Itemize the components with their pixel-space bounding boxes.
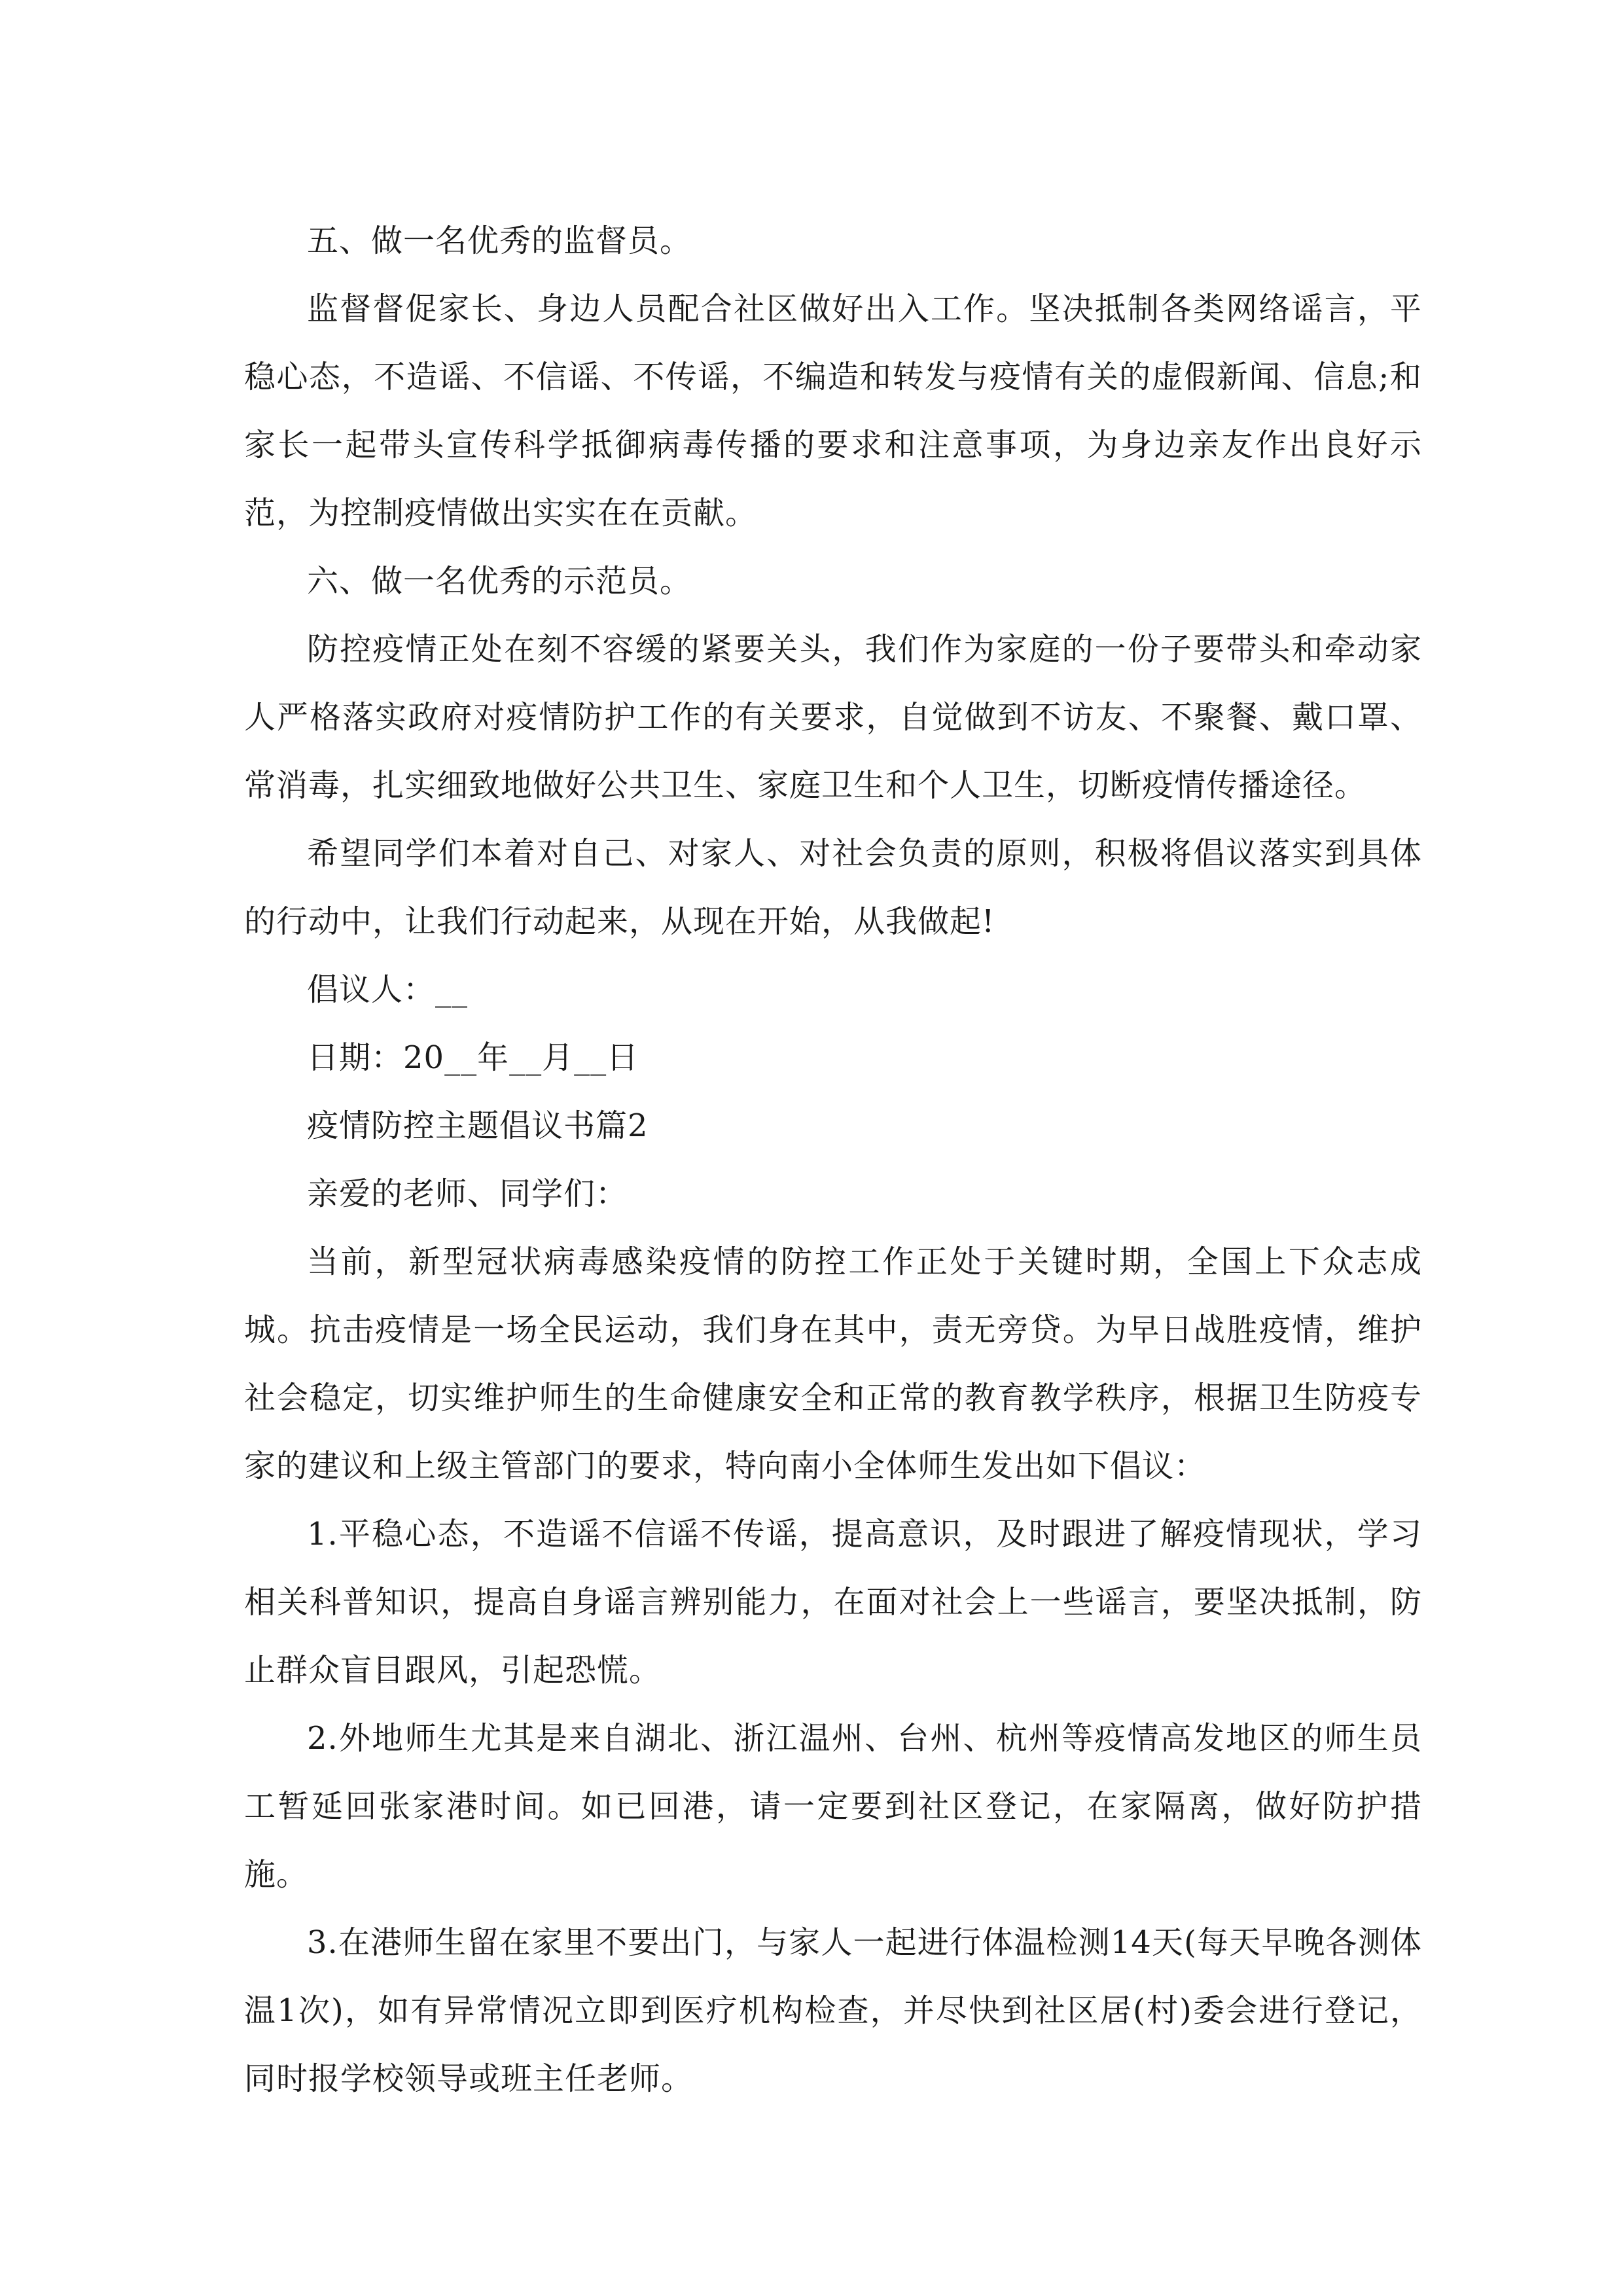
list-item-2: 2.外地师生尤其是来自湖北、浙江温州、台州、杭州等疫情高发地区的师生员工暂延回张家港时间。如已回港，请一定要到社区登记，在家隔离，做好防护措施。 bbox=[244, 1720, 1422, 1893]
paragraph-intro: 当前，新型冠状病毒感染疫情的防控工作正处于关键时期，全国上下众志成城。抗击疫情是一场全民运动，我们身在其中，责无旁贷。为早日战胜疫情，维护社会稳定，切实维护师生的生命健康安全和正常的教育教学秩序，根据卫生防疫专家的建议和上级主管部门的要求，特向南小全体师生发出如下倡议： bbox=[244, 1244, 1422, 1484]
section-heading-role-model: 六、做一名优秀的示范员。 bbox=[307, 563, 692, 600]
paragraph-supervisor-body: 监督督促家长、身边人员配合社区做好出入工作。坚决抵制各类网络谣言，平稳心态，不造谣、不信谣、不传谣，不编造和转发与疫情有关的虚假新闻、信息;和家长一起带头宣传科学抵御病毒传播的要求和注意事项，为身边亲友作出良好示范，为控制疫情做出实实在在贡献。 bbox=[244, 291, 1422, 531]
list-item-3: 3.在港师生留在家里不要出门，与家人一起进行体温检测14天(每天早晚各测体温1次)，如有异常情况立即到医疗机构检查，并尽快到社区居(村)委会进行登记，同时报学校领导或班主任老师。 bbox=[244, 1924, 1422, 2097]
article-title: 疫情防控主题倡议书篇2 bbox=[307, 1107, 649, 1144]
document-body bbox=[244, 207, 1422, 2113]
paragraph-role-model-body: 防控疫情正处在刻不容缓的紧要关头，我们作为家庭的一份子要带头和牵动家人严格落实政府对疫情防护工作的有关要求，自觉做到不访友、不聚餐、戴口罩、常消毒，扎实细致地做好公共卫生、家庭卫生和个人卫生，切断疫情传播途径。 bbox=[244, 631, 1422, 804]
section-heading-supervisor: 五、做一名优秀的监督员。 bbox=[307, 223, 692, 259]
paragraph-closing-appeal: 希望同学们本着对自己、对家人、对社会负责的原则，积极将倡议落实到具体的行动中，让我们行动起来，从现在开始，从我做起! bbox=[244, 835, 1422, 940]
initiator-line: 倡议人：__ bbox=[307, 971, 469, 1008]
date-line: 日期：20__年__月__日 bbox=[307, 1039, 639, 1076]
list-item-1: 1.平稳心态，不造谣不信谣不传谣，提高意识，及时跟进了解疫情现状，学习相关科普知识，提高自身谣言辨别能力，在面对社会上一些谣言，要坚决抵制，防止群众盲目跟风，引起恐慌。 bbox=[244, 1516, 1422, 1689]
salutation: 亲爱的老师、同学们： bbox=[307, 1175, 628, 1212]
